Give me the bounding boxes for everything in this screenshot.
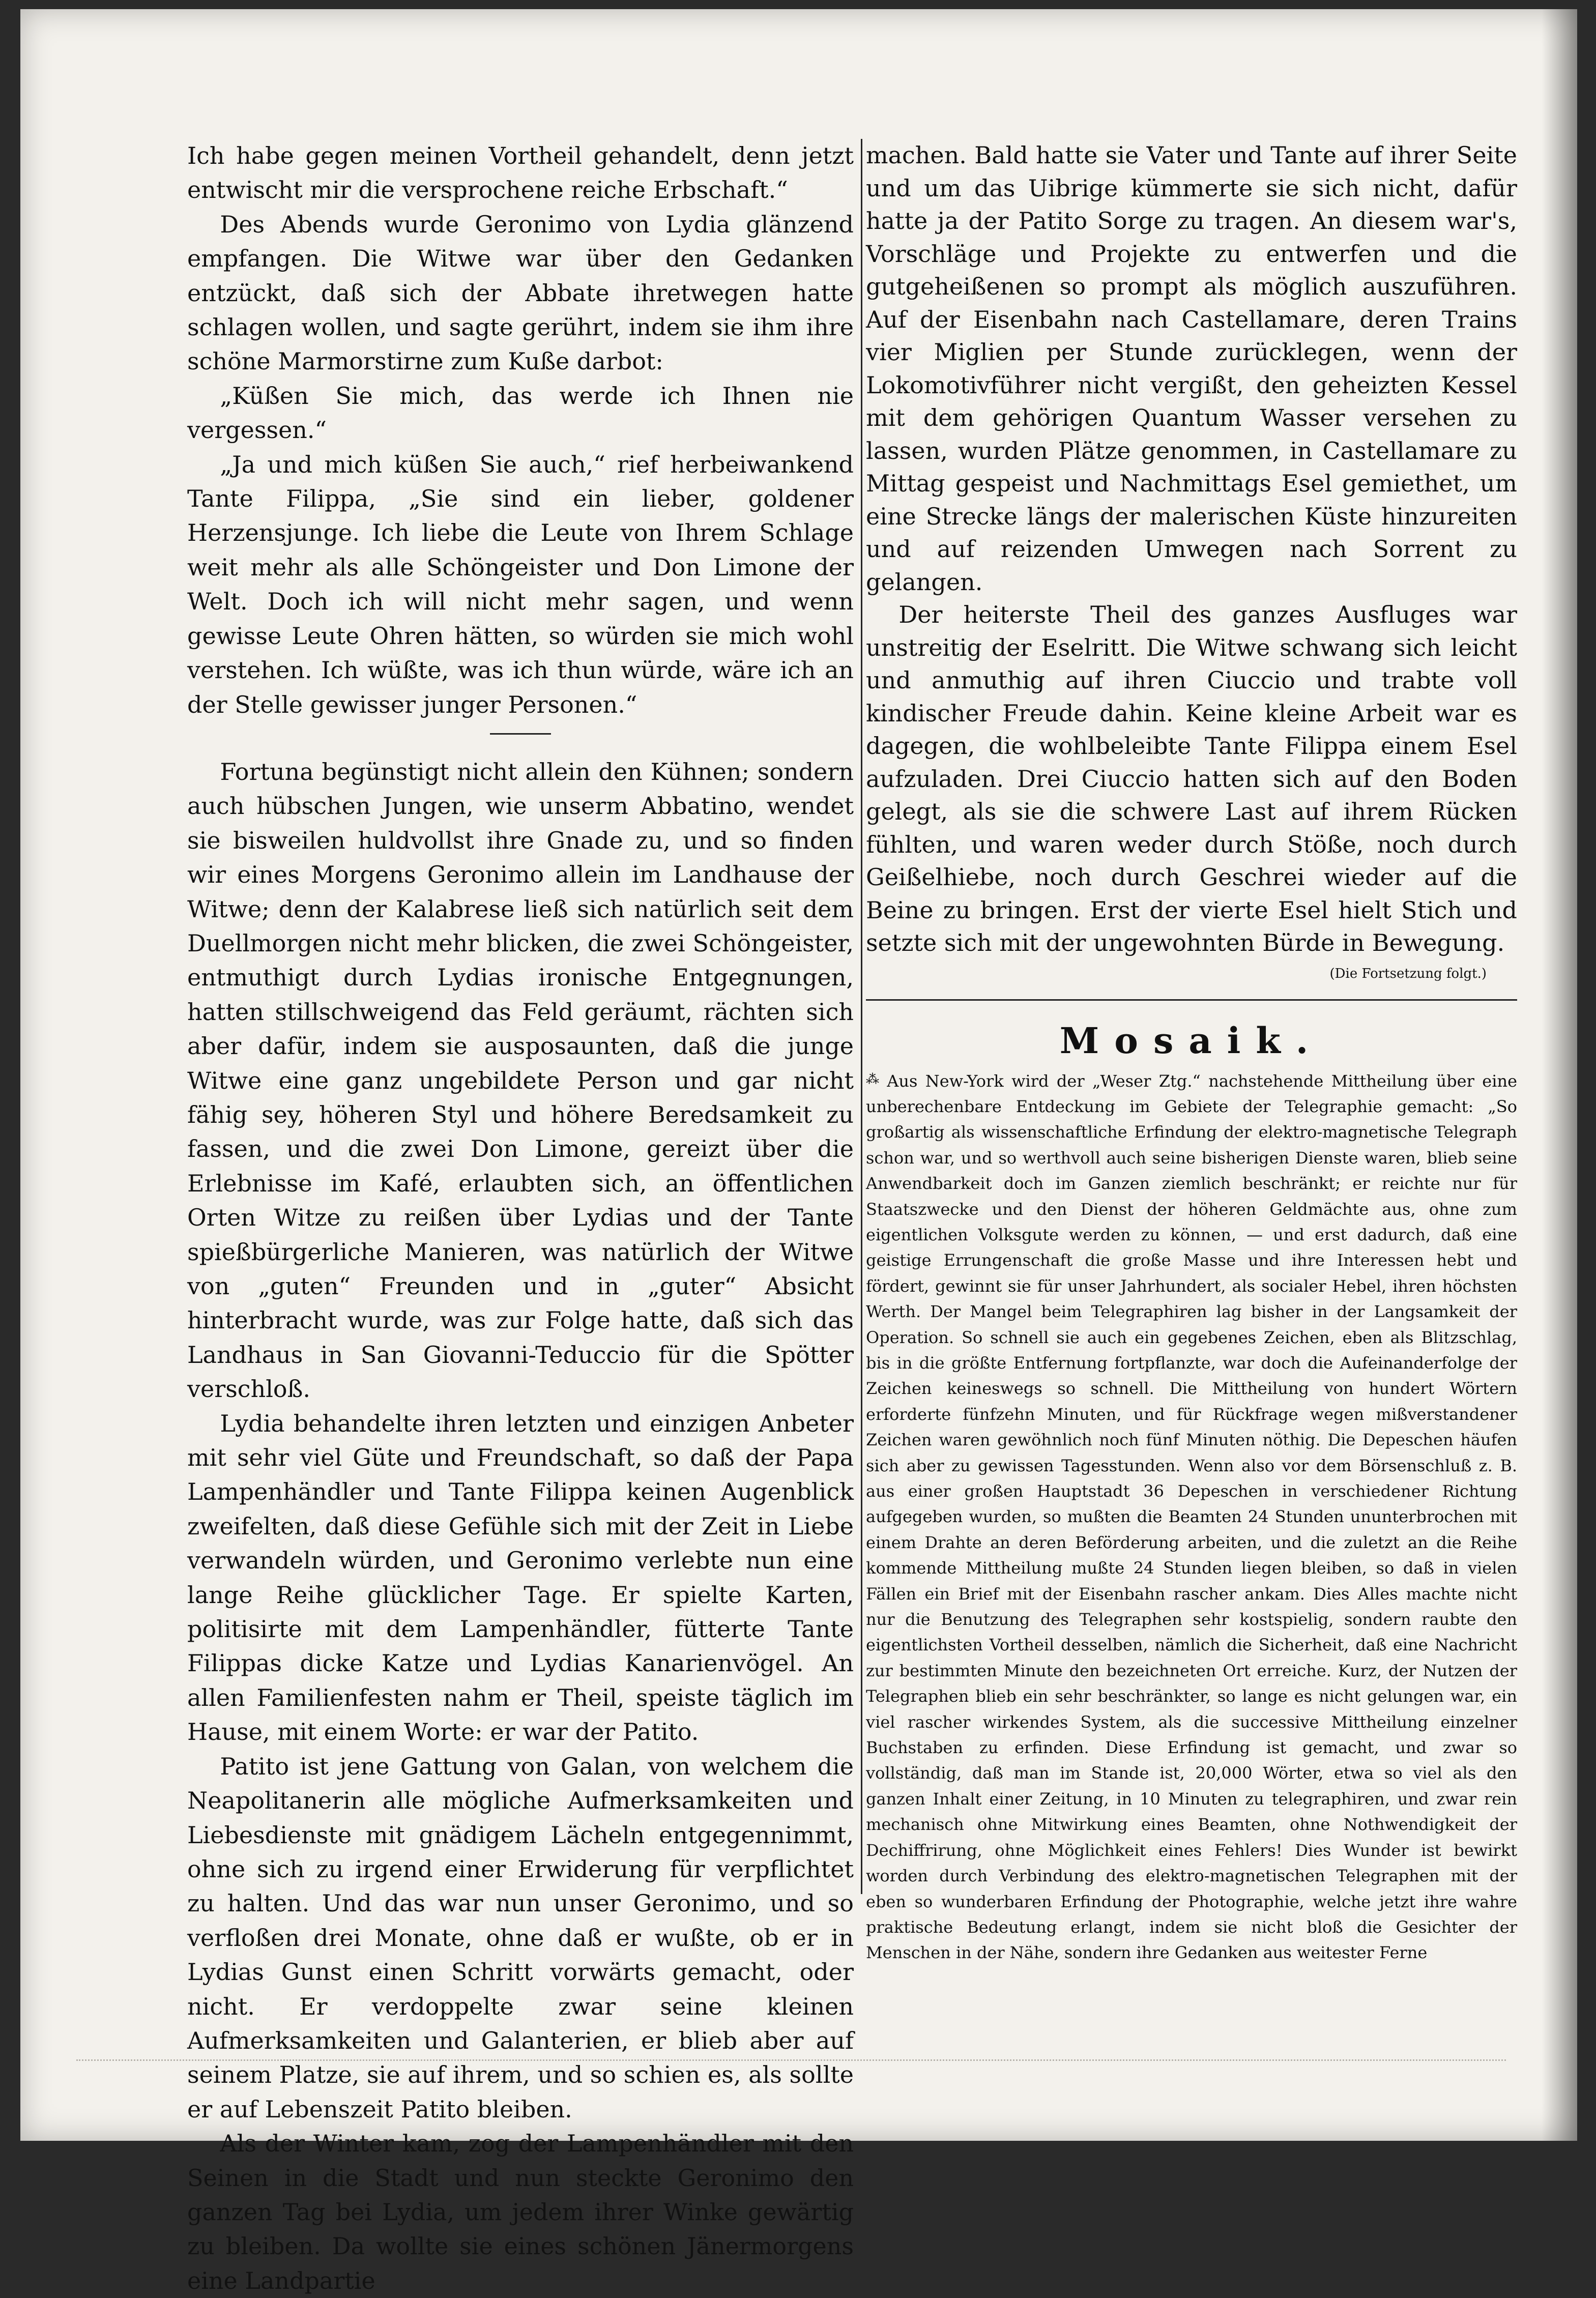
right-column bbox=[866, 139, 1517, 1963]
section-separator bbox=[490, 733, 551, 735]
left-paragraph-3: „Küßen Sie mich, das werde ich Ihnen nie vergessen.“ bbox=[187, 382, 854, 444]
bottom-perforation bbox=[76, 2059, 1506, 2062]
left-paragraph-2: Des Abends wurde Geronimo von Lydia glänzend empfangen. Die Witwe war über den Gedanken entzückt, daß sich der Abbate ihretwegen hatte schlagen wollen, und sagte gerührt, indem sie ihm ihre schöne Marmorstirne zum Kuße darbot: bbox=[187, 210, 854, 375]
left-paragraph-7: Patito ist jene Gattung von Galan, von welchem die Neapolitanerin alle mögliche Aufmerksamkeiten und Liebesdienste mit gnädigem Lächeln entgegennimmt, ohne sich zu irgend einer Erwiderung für verpflichtet zu halten. Und das war nun unser Geronimo, und so verfloßen drei Monate, ohne daß er wußte, ob er in Lydias Gunst einen Schritt vorwärts gemacht, oder nicht. Er verdoppelte zwar seine kleinen Aufmerksamkeiten und Galanterien, er blieb aber auf seinem Platze, sie auf ihrem, und so schien es, als sollte er auf Lebenszeit Patito bleiben. bbox=[187, 1752, 854, 2123]
page-edge-shadow bbox=[1542, 9, 1577, 2141]
newspaper-page bbox=[20, 9, 1577, 2294]
section-rule bbox=[866, 999, 1517, 1001]
left-paragraph-6: Lydia behandelte ihren letzten und einzigen Anbeter mit sehr viel Güte und Freundschaft, so daß der Papa Lampenhändler und Tante Filippa keinen Augenblick zweifelten, daß diese Gefühle sich mit der Zeit in Liebe verwandeln würden, und Geronimo verlebte nun eine lange Reihe glücklicher Tage. Er spielte Karten, politisirte mit dem Lampenhändler, fütterte Tante Filippas dicke Katze und Lydias Kanarienvögel. An allen Familienfesten nahm er Theil, speiste täglich im Hause, mit einem Worte: er war der Patito. bbox=[187, 1409, 854, 1746]
left-paragraph-5: Fortuna begünstigt nicht allein den Kühnen; sondern auch hübschen Jungen, wie unserm Abbatino, wendet sie bisweilen huldvollst ihre Gnade zu, und so finden wir eines Morgens Geronimo allein im Landhause der Witwe; denn der Kalabrese ließ sich natürlich seit dem Duellmorgen nicht mehr blicken, die zwei Schöngeister, entmuthigt durch Lydias ironische Entgegnungen, hatten stillschweigend das Feld geräumt, rächten sich aber dafür, indem sie ausposaunten, daß die junge Witwe eine ganz ungebildete Person und gar nicht fähig sey, höheren Styl und höhere Beredsamkeit zu fassen, und die zwei Don Limone, gereizt über die Erlebnisse im Kafé, erlaubten sich, an öffentlichen Orten Witze zu reißen über Lydias und der Tante spießbürgerliche Manieren, was natürlich der Witwe von „guten“ Freunden und in „guter“ Absicht hinterbracht wurde, was zur Folge hatte, daß sich das Landhaus in San Giovanni-Teduccio für die Spötter verschloß. bbox=[187, 758, 854, 1403]
story-continuation bbox=[866, 139, 1517, 959]
mosaik-body: Aus New-York wird der „Weser Ztg.“ nachstehende Mittheilung über eine unberechenbare Entdeckung im Gebiete der Telegraphie gemacht: „So großartig als wissenschaftliche Erfindung der elektro-magnetische Telegraph schon war, und so werthvoll auch seine bisherigen Dienste waren, blieb seine Anwendbarkeit doch im Ganzen ziemlich beschränkt; er reichte nur für Staatszwecke und den Dienst der höheren Geldmächte aus, ohne zum eigentlichen Volksgute werden zu können, — und erst dadurch, daß eine geistige Errungenschaft die große Masse und ihre Interessen hebt und fördert, gewinnt sie für unser Jahrhundert, als socialer Hebel, ihren höchsten Werth. Der Mangel beim Telegraphiren lag bisher in der Langsamkeit der Operation. So schnell sie auch ein gegebenes Zeichen, eben als Blitzschlag, bis in die größte Entfernung fortpflanzte, war doch die Aufeinanderfolge der Zeichen keineswegs so schnell. Die Mittheilung von hundert Wörtern erforderte fünfzehn Minuten, und für Rückfrage wegen mißverstandener Zeichen waren gewöhnlich noch fünf Minuten nöthig. Die Depeschen häufen sich aber zu gewissen Tagesstunden. Wenn also vor dem Börsenschluß z. B. aus einer großen Hauptstadt 36 Depeschen in verschiedener Richtung aufgegeben wurden, so mußten die Beamten 24 Stunden ununterbrochen mit einem Drahte an deren Beförderung arbeiten, und die zuletzt an die Reihe kommende Mittheilung mußte 24 Stunden liegen bleiben, so daß in vielen Fällen ein Brief mit der Eisenbahn rascher ankam. Dies Alles machte nicht nur die Benutzung des Telegraphen sehr kostspielig, sondern raubte den eigentlichsten Vortheil desselben, nämlich die Sicherheit, daß eine Nachricht zur bestimmten Minute den bezeichneten Ort erreiche. Kurz, der Nutzen der Telegraphen blieb ein sehr beschränkter, so lange es nicht gelungen war, ein viel rascher wirkendes System, als die successive Mittheilung einzelner Buchstaben zu erfinden. Diese Erfindung ist gemacht, und zwar so vollständig, daß man im Stande ist, 20,000 Wörter, etwa so viel als den ganzen Inhalt einer Zeitung, in 10 Minuten zu telegraphiren, und zwar rein mechanisch ohne Mitwirkung eines Beamten, ohne Nothwendigkeit der Dechiffrirung, ohne Möglichkeit eines Fehlers! Dies Wunder ist bewirkt worden durch Verbindung des elektro-magnetischen Telegraphen mit der eben so wunderbaren Erfindung der Photographie, welche jetzt ihre wahre praktische Bedeutung erlangt, indem sie nicht bloß die Gesichter der Menschen in der Nähe, sondern ihre Gedanken aus weitester Ferne bbox=[866, 1071, 1517, 1963]
continuation-note: (Die Fortsetzung folgt.) bbox=[1329, 966, 1487, 981]
right-paragraph-2: Der heiterste Theil des ganzes Ausfluges war unstreitig der Eselritt. Die Witwe schwang sich leicht und anmuthig auf ihren Ciuccio und trabte voll kindischer Freude dahin. Keine kleine Arbeit war es dagegen, die wohlbeleibte Tante Filippa einem Esel aufzuladen. Drei Ciuccio hatten sich auf den Boden gelegt, als sie die schwere Last auf ihrem Rücken fühlten, und waren weder durch Stöße, noch durch Geißelhiebe, noch durch Geschrei wieder auf die Beine zu bringen. Erst der vierte Esel hielt Stich und setzte sich mit der ungewohnten Bürde in Bewegung. bbox=[866, 601, 1517, 956]
left-paragraph-8: Als der Winter kam, zog der Lampenhändler mit den Seinen in die Stadt und nun steckte Geronimo den ganzen Tag bei Lydia, um jedem ihrer Winke gewärtig zu bleiben. Da wollte sie eines schönen Jänermorgens eine Landpartie bbox=[187, 2130, 854, 2294]
mosaik-article bbox=[866, 1067, 1517, 1966]
left-paragraph-1: Ich habe gegen meinen Vortheil gehandelt, denn jetzt entwischt mir die versprochene reiche Erbschaft.“ bbox=[187, 142, 854, 204]
asterism-marker: ⁂ bbox=[866, 1071, 882, 1087]
mosaik-paragraph bbox=[866, 1067, 1517, 1966]
right-paragraph-1: machen. Bald hatte sie Vater und Tante auf ihrer Seite und um das Uibrige kümmerte sie sich nicht, dafür hatte ja der Patito Sorge zu tragen. An diesem war's, Vorschläge und Projekte zu entwerfen und die gutgeheißenen so prompt als möglich auszuführen. Auf der Eisenbahn nach Castellamare, deren Trains vier Miglien per Stunde zurücklegen, wenn der Lokomotivführer nicht vergißt, den geheizten Kessel mit dem gehörigen Quantum Wasser versehen zu lassen, wurden Plätze genommen, in Castellamare zu Mittag gespeist und Nachmittags Esel gemiethet, um eine Strecke längs der malerischen Küste hinzureiten und auf reizenden Umwegen nach Sorrent zu gelangen. bbox=[866, 141, 1517, 596]
mosaik-heading: Mosaik. bbox=[1059, 1019, 1324, 1062]
left-paragraph-4: „Ja und mich küßen Sie auch,“ rief herbeiwankend Tante Filippa, „Sie sind ein lieber, goldener Herzensjunge. Ich liebe die Leute von Ihrem Schlage weit mehr als alle Schöngeister und Don Limone der Welt. Doch ich will nicht mehr sagen, und wenn gewisse Leute Ohren hätten, so würden sie mich wohl verstehen. Ich wüßte, was ich thun würde, wäre ich an der Stelle gewisser junger Personen.“ bbox=[187, 450, 854, 718]
left-column bbox=[187, 139, 854, 2294]
column-divider bbox=[861, 139, 862, 1894]
